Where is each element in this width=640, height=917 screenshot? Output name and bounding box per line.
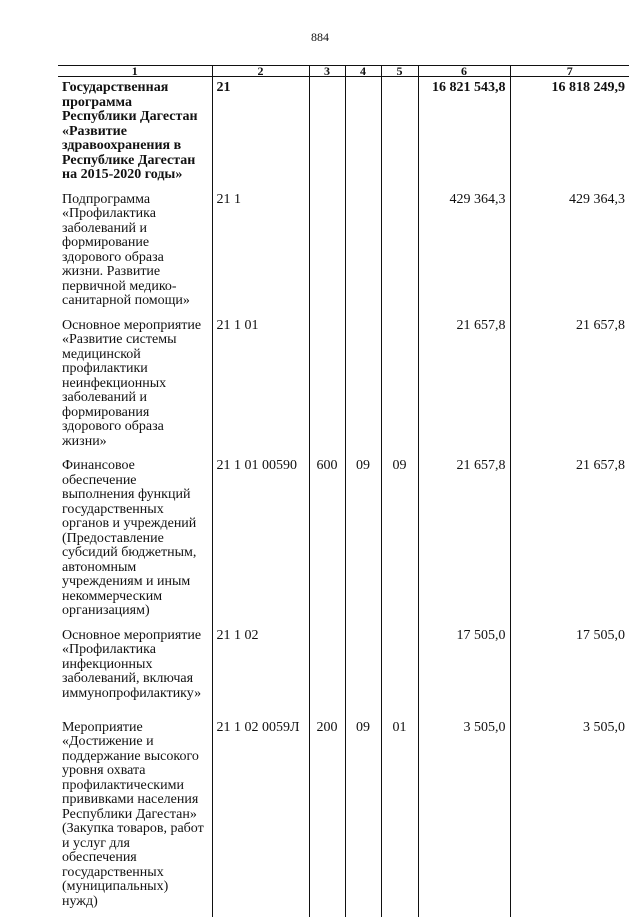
cell-vr: [309, 315, 345, 456]
cell-vr: [309, 625, 345, 717]
cell-pr: [381, 315, 418, 456]
table-body: [58, 77, 629, 917]
cell-vr: [309, 189, 345, 315]
cell-sum-2: 21 657,8: [510, 455, 629, 625]
column-header-2: 2: [212, 66, 309, 77]
cell-code: 21 1 01 00590: [212, 455, 309, 625]
cell-name: Основное мероприятие «Профилактика инфекционных заболеваний, включая иммунопрофилактику»: [58, 625, 212, 717]
cell-pr: 01: [381, 717, 418, 917]
cell-pr: [381, 189, 418, 315]
cell-pr: [381, 77, 418, 189]
cell-pr: [381, 625, 418, 717]
cell-vr: 600: [309, 455, 345, 625]
cell-code: 21 1 02 0059Л: [212, 717, 309, 917]
page-number: 884: [311, 30, 329, 44]
cell-sum-1: 429 364,3: [418, 189, 510, 315]
table-row: [58, 625, 629, 717]
cell-code: 21 1 01: [212, 315, 309, 456]
cell-vr: [309, 77, 345, 189]
cell-name: Подпрограмма «Профилактика заболеваний и формирование здорового образа жизни. Развитие первичной медико-санитарной помощи»: [58, 189, 212, 315]
cell-rz: [345, 625, 381, 717]
cell-rz: [345, 189, 381, 315]
cell-rz: 09: [345, 455, 381, 625]
cell-sum-1: 3 505,0: [418, 717, 510, 917]
budget-table: [58, 65, 629, 917]
header-row: [58, 66, 629, 77]
cell-sum-2: 3 505,0: [510, 717, 629, 917]
cell-name: Государственная программа Республики Дагестан «Развитие здравоохранения в Республике Дагестан на 2015-2020 годы»: [58, 77, 212, 189]
cell-pr: 09: [381, 455, 418, 625]
column-header-1: 1: [58, 66, 212, 77]
cell-rz: 09: [345, 717, 381, 917]
column-header-4: 4: [345, 66, 381, 77]
cell-code: 21: [212, 77, 309, 189]
cell-code: 21 1: [212, 189, 309, 315]
column-header-7: 7: [510, 66, 629, 77]
cell-sum-1: 21 657,8: [418, 455, 510, 625]
cell-sum-1: 16 821 543,8: [418, 77, 510, 189]
cell-sum-2: 17 505,0: [510, 625, 629, 717]
cell-name: Финансовое обеспечение выполнения функций государственных органов и учреждений (Предоставление субсидий бюджетным, автономным учреждениям и иным некоммерческим организациям): [58, 455, 212, 625]
cell-sum-2: 429 364,3: [510, 189, 629, 315]
table-row: [58, 315, 629, 456]
cell-sum-2: 21 657,8: [510, 315, 629, 456]
cell-sum-2: 16 818 249,9: [510, 77, 629, 189]
cell-vr: 200: [309, 717, 345, 917]
cell-sum-1: 21 657,8: [418, 315, 510, 456]
cell-name: Мероприятие «Достижение и поддержание высокого уровня охвата профилактическими прививками населения Республики Дагестан» (Закупка товаров, работ и услуг для обеспечения государственных (муниципальных) нужд): [58, 717, 212, 917]
column-header-6: 6: [418, 66, 510, 77]
cell-code: 21 1 02: [212, 625, 309, 717]
cell-name: Основное мероприятие «Развитие системы медицинской профилактики неинфекционных заболеваний и формирования здорового образа жизни»: [58, 315, 212, 456]
column-header-5: 5: [381, 66, 418, 77]
cell-rz: [345, 77, 381, 189]
column-header-3: 3: [309, 66, 345, 77]
cell-sum-1: 17 505,0: [418, 625, 510, 717]
cell-rz: [345, 315, 381, 456]
table-row: [58, 455, 629, 625]
table-row: [58, 77, 629, 189]
table-row: [58, 717, 629, 917]
table-row: [58, 189, 629, 315]
